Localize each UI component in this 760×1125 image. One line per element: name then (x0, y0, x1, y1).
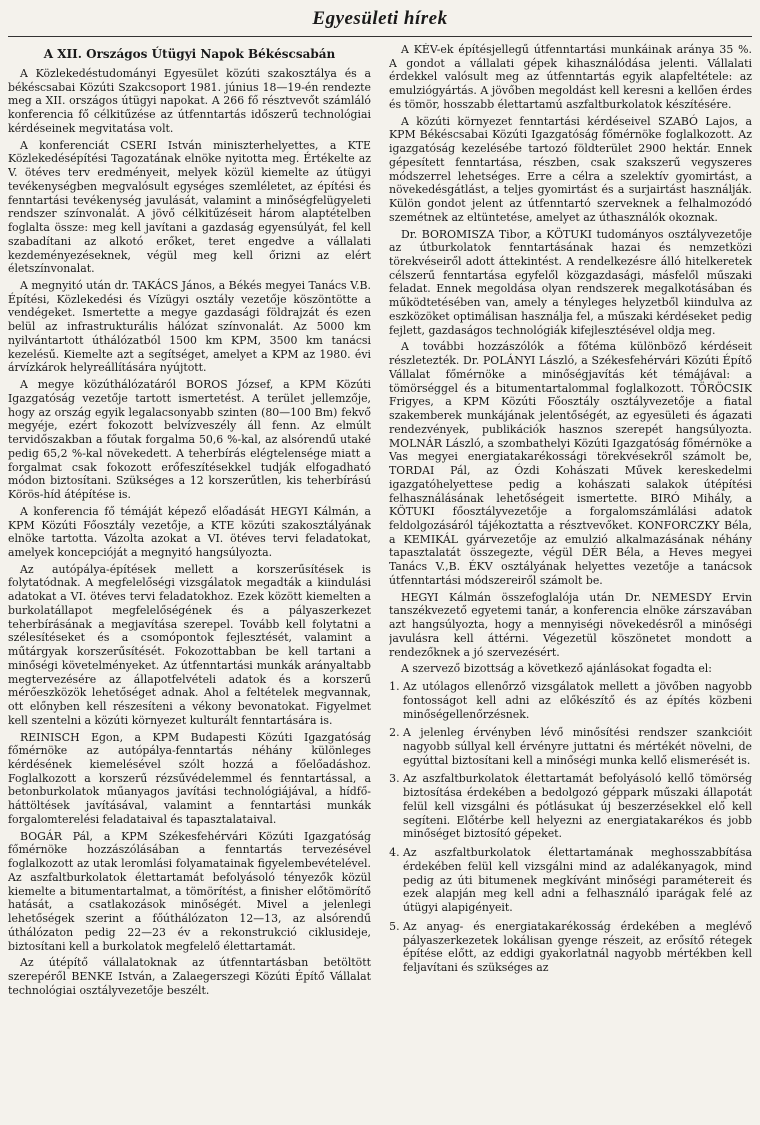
right-column (389, 43, 752, 1121)
paragraph: A megye közúthálózatáról BOROS József, a KPM Közúti Igazgatóság vezetője tartott ismertetést. A terület jellemzője, hogy az ország egyik legalacsonyabb szinten (80—100 Bm) fekvő megyéje, ezért fokozott belvízveszély áll fenn. Az elmúlt tervidőszakban a főutak forgalma 50,6 %-kal, az alsórendű utaké pedig 65,2 %-kal növekedett. A teherbírás elégtelensége miatt a forgalmat csak fokozott erőfeszítésekkel tudják elfogadható módon biztosítani. Szükséges a 12 korszerűtlen, kis teherbírású Körös-híd átépítése is. (8, 378, 371, 502)
header-divider (8, 36, 752, 37)
page-title: Egyesületi hírek (312, 8, 448, 29)
recommendation-item: 3. Az aszfaltburkolatok élettartamát befolyásoló kellő tömörség biztosítása érdekében a bedolgozó géppark műszaki állapotát felül kell vizsgálni és pótlásukat új beszerzésekkel elő kell segíteni. Előtérbe kell helyezni az energiatakarékos és jobb minőséget biztosító gépeket. (403, 772, 752, 841)
left-column (8, 43, 371, 1121)
paragraph: A szervező bizottság a következő ajánlásokat fogadta el: (401, 662, 712, 676)
page-header (8, 4, 752, 34)
recommendation-item: 1. Az utólagos ellenőrző vizsgálatok mellett a jövőben nagyobb fontosságot kell adni az előkészítő és az építés közbeni minőségellenőrzésnek. (403, 680, 752, 721)
paragraph: Dr. BOROMISZA Tibor, a KÖTUKI tudományos osztályvezetője az útburkolatok fenntartásának hazai és nemzetközi törekvéseiről adott áttekintést. A rendelkezésre álló hitelkeretek célszerű fenntartása egyfelől közgazdasági, másfelől műszaki feladat. Ennek megoldása olyan rendszerek megalkotásában és működtetésében van, amely a tényleges helyzetből kiindulva az eszközöket optimálisan használja fel, a műszaki kérdéseket pedig fejlett, gazdaságos technológiák kifejlesztésével oldja meg. (389, 227, 752, 337)
recommendation-item: 2. A jelenleg érvényben lévő minősítési rendszer szankcióit nagyobb súllyal kell érvényre juttatni és mértékét növelni, de egyúttal biztosítani kell a minőségi munka kellő elismerését is. (403, 726, 752, 767)
paragraph: HEGYI Kálmán összefoglalója után Dr. NEMESDY Ervin tanszékvezető egyetemi tanár, a konferencia elnöke zárszavában azt hangsúlyozta, hogy a mennyiségi növekedésről a minőségi javulásra kell áttérni. Végezetül köszönetet mondott a rendezőknek a jó szervezésért. (389, 590, 752, 659)
paragraph: A KÉV-ek építésjellegű útfenntartási munkáinak aránya 35 %. A gondot a vállalati gépek kihasználódása jelenti. Vállalati érdekkel valósult meg az útfenntartás egyik alapfeltétele: az emulziógyártás. A jövőben megoldást kell keresni a kellően érdes és tömör, hosszabb élettartamú aszfaltburkolatok készítésére. (389, 43, 752, 111)
paragraph: A közúti környezet fenntartási kérdéseivel SZABÓ Lajos, a KPM Békéscsabai Közúti Igazgatóság főmérnöke foglalkozott. Az igazgatóság kezelésébe tartozó földterület 2900 hektár. Ennek gépesített fenntartása, részben, csak szakszerű vegyszeres módszerrel lehetséges. Erre a célra a szelektív gyomirtást, a növekedésgátlást, a teljes gyomirtást és a surjairtást használják. Külön gondot jelent az útfenntartó szerveknek a felhalmozódó szemétnek az eltüntetése, amelyet az úthasználók okoznak. (389, 114, 752, 224)
recommendations-list (389, 680, 752, 975)
article-body (8, 43, 752, 1121)
recommendation-item: 4. Az aszfaltburkolatok élettartamának meghosszabbítása érdekében felül kell vizsgálni mind az adalékanyagok, mind pedig az úti bitumenek megkívánt minőségi paramétereit és ezek alapján meg kell adni a felhasználó iparágak felé az útügyi alapigényeit. (403, 846, 752, 915)
article-heading: A XII. Országos Útügyi Napok Békéscsabán (43, 47, 336, 61)
paragraph: A további hozzászólók a főtéma különböző kérdéseit részletezték. Dr. POLÁNYI László, a Székesfehérvári Közúti Építő Vállalat főmérnöke a minőségjavítás két témájával: a tömörséggel és a bitumentartalommal foglalkozott. TÖRÖCSIK Frigyes, a KPM Közúti Főosztály osztályvezetője a fiatal szakemberek munkájának jelentőségét, az egyesületi és ágazati rendezvények, publikációk hasznos szerepét hangsúlyozta. MOLNÁR László, a szombathelyi Közúti Igazgatóság főmérnöke a Vas megyei energiatakarékossági törekvésekről számolt be, TORDAI Pál, az Ózdi Kohászati Művek kereskedelmi igazgatóhelyettese pedig a kohászati salakok útépítési felhasználásának lehetőségeit ismertette. BIRÓ Mihály, a KÖTUKI főosztályvezetője a forgalomszámlálási adatok feldolgozásáról tájékoztatta a résztvevőket. KONFORCZKY Béla, a KEMIKÁL gyárvezetője az emulzió alkalmazásának néhány tapasztalatát összegezte, végül DÉR Béla, a Heves megyei Tanács V.,B. ÉKV osztályának helyettes vezetője a tanácsok útfenntartási módszereiről számolt be. (389, 340, 752, 587)
paragraph: REINISCH Egon, a KPM Budapesti Közúti Igazgatóság főmérnöke az autópálya-fenntartás néhány különleges kérdésének kiemelésével szólt hozzá a főelőadáshoz. Foglalkozott a korszerű rézsűvédelemmel és fenntartással, a betonburkolatok műanyagos javítási technológiájával, a hídfő-háttöltések javításával, valamint a fenntartási munkák forgalomterelési feladataival és tapasztalataival. (8, 730, 371, 826)
paragraph: BOGÁR Pál, a KPM Székesfehérvári Közúti Igazgatóság főmérnöke hozzászólásában a fenntartás tervezésével foglalkozott az utak leromlási folyamatainak figyelembevételével. Az aszfaltburkolatok élettartamát befolyásoló tényezők közül kiemelte a bitumentartalmat, a tömörítést, a finisher előtömörítő hatását, a csatlakozások minőségét. Mivel a jelenlegi lehetőségek szerint a főúthálózaton 12—13, az alsórendű úthálózaton pedig 22—23 év a rekonstrukció ciklusideje, biztosítani kell a burkolatok megfelelő élettartamát. (8, 829, 371, 953)
paragraph: Az autópálya-építések mellett a korszerűsítések is folytatódnak. A megfelelőségi vizsgálatok megadták a kiindulási adatokat a VI. ötéves tervi feladatokhoz. Ezek között kiemelten a burkolatállapot megfelelőségének és a pályaszerkezet teherbírásának a megjavítása szerepel. Tovább kell folytatni a szélesítéseket és a csomópontok fejlesztését, valamint a műtárgyak korszerűsítését. Fokozottabban be kell tartani a minőségi követelményeket. Az útfenntartási munkák arányaltabb megtervezésére az állapotfelvételi adatok és a korszerű mérőeszközök lehetőséget adnak. Ahol a feltételek megvannak, ott előnyben kell részesíteni a vékony bevonatokat. Figyelmet kell szentelni a közúti környezet kulturált fenntartására is. (8, 562, 371, 727)
paragraph: A Közlekedéstudományi Egyesület közúti szakosztálya és a békéscsabai Közúti Szakcsoport 1981. június 18—19-én rendezte meg a XII. országos útügyi napokat. A 266 fő résztvevőt számláló konferencia fő célkitűzése az útfenntartás időszerű technológiai kérdéseinek megvitatása volt. (8, 67, 371, 135)
paragraph: A konferenciát CSERI István miniszterhelyettes, a KTE Közlekedésépítési Tagozatának elnöke nyitotta meg. Értékelte az V. ötéves terv eredményeit, melyek közül kiemelte az útügyi tevékenységben megvalósult egységes szemléletet, az építési és fenntartási tevékenység javulását, valamint a minőségfelügyeleti rendszer színvonalát. A jövő célkitűzéseit három alaptételben foglalta össze: meg kell javítani a gazdaság egyensúlyát, fel kell szabadítani az alkotó erőket, teret engedve a vállalati kezdeményezéseknek, végül meg kell őrizni az elért életszínvonalat. (8, 138, 371, 276)
paragraph: Az útépítő vállalatoknak az útfenntartásban betöltött szerepéről BENKE István, a Zalaegerszegi Közúti Építő Vállalat technológiai osztályvezetője beszélt. (8, 956, 371, 997)
paragraph: A konferencia fő témáját képező előadását HEGYI Kálmán, a KPM Közúti Főosztály vezetője, a KTE közúti szakosztályának elnöke tartotta. Vázolta azokat a VI. ötéves tervi feladatokat, amelyek koncepcióját a megnyitó hangsúlyozta. (8, 504, 371, 559)
paragraph: A megnyitó után dr. TAKÁCS János, a Békés megyei Tanács V.B. Építési, Közlekedési és Vízügyi osztály vezetője köszöntötte a vendégeket. Ismertette a megye gazdasági földrajzát és ezen belül az infrastrukturális hálózat színvonalát. Az 5000 km nyilvántartott úthálózatból 1500 km KPM, 3500 km tanácsi kezelésű. Kiemelte azt a segítséget, amelyet a KPM az 1980. évi árvízkárok helyreállítására nyújtott. (8, 279, 371, 375)
recommendation-item: 5. Az anyag- és energiatakarékosság érdekében a meglévő pályaszerkezetek lokálisan gyenge részeit, az erősítő rétegek építése előtt, az eddigi gyakorlatnál nagyobb mértékben kell feljavítani és szükséges az (403, 920, 752, 975)
